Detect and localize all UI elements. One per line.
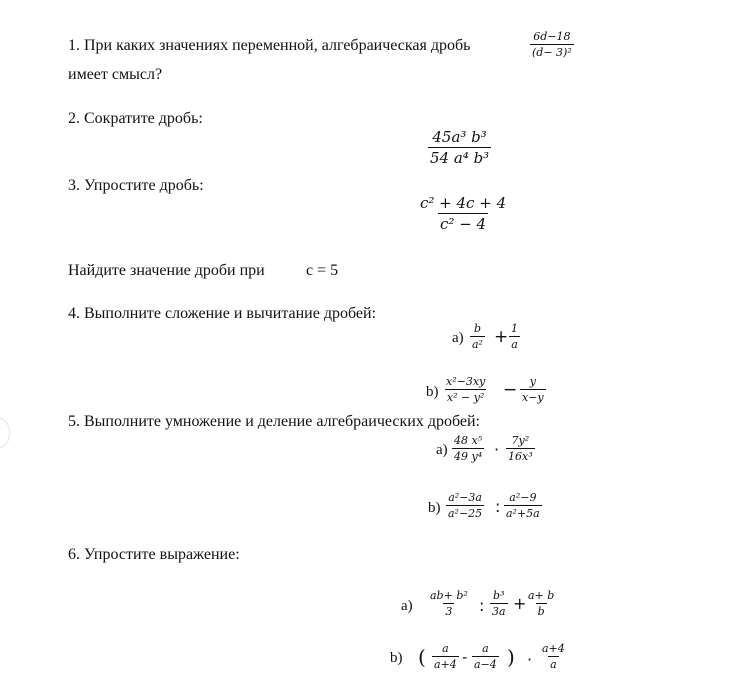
- fraction-denominator: a−4: [474, 658, 497, 671]
- multiply-operator: ·: [494, 440, 500, 459]
- question-6a-fraction-3: [526, 589, 556, 618]
- question-6b-label: b): [390, 650, 403, 666]
- fraction-numerator: 7y²: [511, 434, 530, 447]
- question-2-text: 2. Сократите дробь:: [68, 110, 203, 127]
- question-1-fraction: [530, 30, 574, 59]
- plus-operator: +: [494, 327, 509, 347]
- fraction-denominator: c² − 4: [440, 215, 487, 233]
- question-3-fraction: [418, 194, 508, 233]
- fraction-numerator: a: [442, 642, 449, 655]
- question-3-find-text: Найдите значение дроби при: [68, 262, 265, 279]
- fraction-denominator: 3: [445, 605, 453, 618]
- question-3-text: 3. Упростите дробь:: [68, 177, 204, 194]
- question-5a-fraction-1: [452, 434, 484, 463]
- fraction-denominator: x−y: [522, 391, 544, 404]
- question-2-fraction: [428, 128, 491, 167]
- fraction-numerator: c² + 4c + 4: [420, 194, 507, 212]
- minus-operator: −: [503, 380, 518, 400]
- plus-operator: +: [513, 594, 527, 613]
- fraction-numerator: 48 x⁵: [454, 434, 483, 447]
- close-paren: ): [507, 645, 515, 669]
- fraction-denominator: 49 y⁴: [454, 450, 483, 463]
- question-4-text: 4. Выполните сложение и вычитание дробей:: [68, 305, 377, 322]
- question-1-text: 1. При каких значениях переменной, алгебраическая дробь: [68, 37, 471, 54]
- fraction-numerator: ab+ b²: [430, 589, 468, 602]
- question-6-text: 6. Упростите выражение:: [68, 546, 240, 563]
- question-4a-fraction-2: [509, 322, 520, 351]
- divide-operator: :: [479, 596, 485, 615]
- question-6a-fraction-2: [490, 589, 508, 618]
- fraction-numerator: a²−9: [509, 491, 537, 504]
- fraction-denominator: (d− 3)²: [532, 46, 572, 59]
- divide-operator: :: [495, 497, 501, 516]
- question-5b-fraction-2: [504, 491, 542, 520]
- fraction-numerator: b: [473, 322, 481, 335]
- question-1-text-continued: имеет смысл?: [68, 66, 163, 83]
- multiply-operator: ·: [527, 650, 533, 669]
- question-6b-fraction-2: [472, 642, 499, 671]
- question-4b-label: b): [426, 384, 439, 400]
- fraction-denominator: b: [537, 605, 545, 618]
- question-5-text: 5. Выполните умножение и деление алгебраических дробей:: [68, 413, 480, 430]
- question-3-find-value: c = 5: [306, 262, 339, 279]
- question-5b-label: b): [428, 500, 441, 516]
- question-5b-fraction-1: [446, 491, 484, 520]
- fraction-denominator: 54 a⁴ b³: [430, 149, 490, 167]
- question-6b-fraction-1: [432, 642, 459, 671]
- fraction-denominator: a: [550, 658, 557, 671]
- fraction-denominator: a+4: [434, 658, 457, 671]
- fraction-denominator: a²+5a: [506, 507, 540, 520]
- minus-operator: -: [462, 648, 468, 666]
- question-5a-fraction-2: [506, 434, 535, 463]
- fraction-denominator: 16x³: [508, 450, 533, 463]
- page-edge-control: [0, 418, 10, 448]
- fraction-numerator: a+ b: [528, 589, 555, 602]
- fraction-numerator: a+4: [542, 642, 565, 655]
- open-paren: (: [418, 645, 426, 669]
- fraction-numerator: 6d−18: [533, 30, 571, 43]
- fraction-denominator: a²: [472, 338, 483, 351]
- question-6a-fraction-1: [428, 589, 470, 618]
- question-5a-label: a): [436, 442, 448, 458]
- question-4a-label: a): [452, 330, 464, 346]
- fraction-denominator: 3a: [492, 605, 506, 618]
- fraction-numerator: y: [529, 375, 536, 388]
- fraction-denominator: x² − y²: [446, 391, 485, 404]
- question-6b-fraction-3: [540, 642, 567, 671]
- question-6a-label: a): [401, 598, 413, 614]
- fraction-numerator: a²−3a: [448, 491, 482, 504]
- question-4a-fraction-1: [470, 322, 485, 351]
- fraction-numerator: x²−3xy: [446, 375, 486, 388]
- question-4b-fraction-1: [444, 375, 487, 404]
- fraction-denominator: a²−25: [448, 507, 483, 520]
- fraction-numerator: b³: [493, 589, 505, 602]
- fraction-numerator: 45a³ b³: [432, 128, 487, 146]
- fraction-denominator: a: [511, 338, 518, 351]
- question-4b-fraction-2: [520, 375, 546, 404]
- fraction-numerator: 1: [511, 322, 518, 335]
- fraction-numerator: a: [482, 642, 489, 655]
